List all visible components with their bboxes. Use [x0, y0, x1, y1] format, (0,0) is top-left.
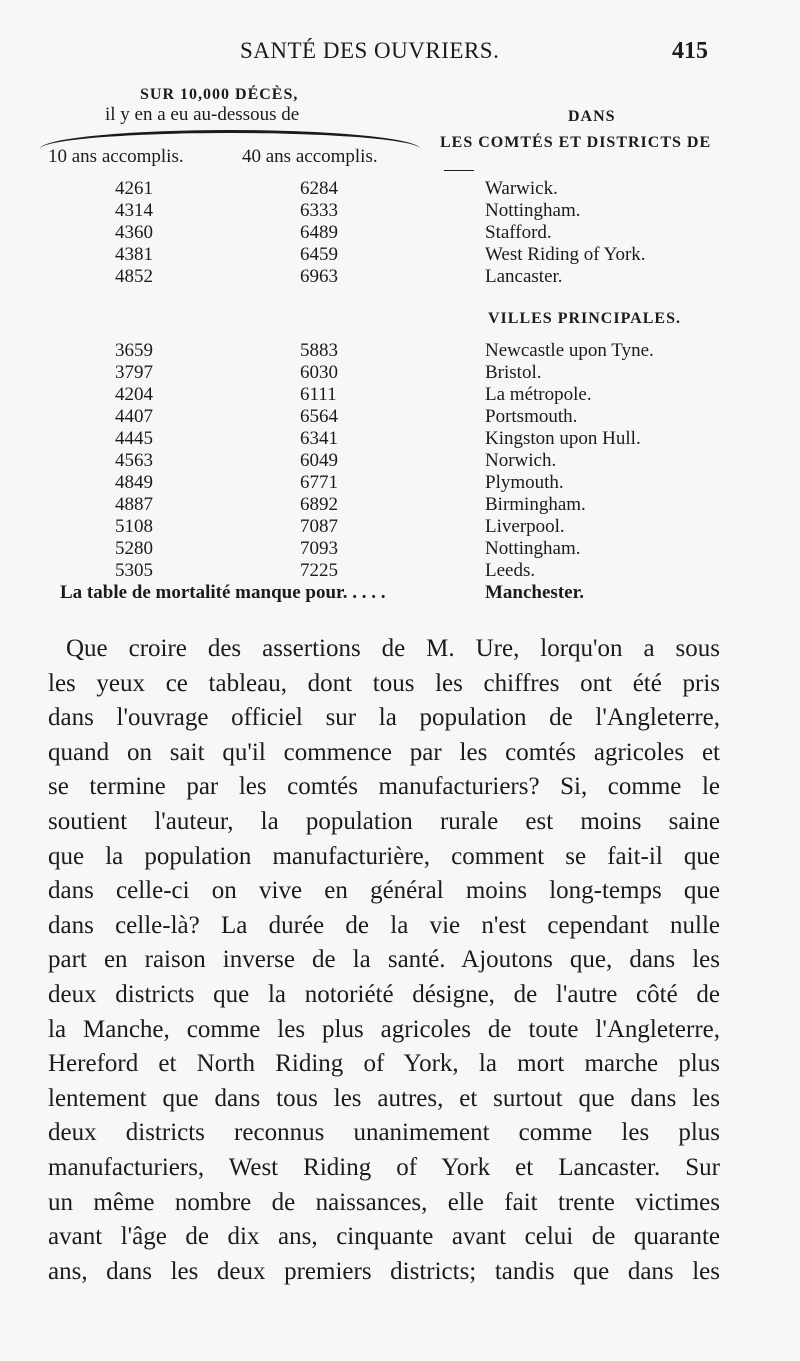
table-row	[0, 406, 800, 428]
cell-under40: 7225	[300, 560, 338, 581]
running-head	[0, 38, 800, 74]
text-line: ans, dans les deux premiers districts; tandis que dans les	[48, 1257, 720, 1285]
cell-place: Leeds.	[485, 560, 536, 581]
cell-under40: 6459	[300, 244, 338, 265]
cell-under10: 5280	[115, 538, 153, 559]
cell-under10: 4314	[115, 200, 153, 221]
cell-under10: 4563	[115, 450, 153, 471]
header-rule	[444, 170, 474, 171]
table-header-dans: DANS	[568, 108, 616, 125]
cell-under40: 6489	[300, 222, 338, 243]
table-row	[0, 340, 800, 362]
cell-under40: 7093	[300, 538, 338, 559]
body-paragraph	[48, 632, 720, 1289]
cell-under40: 6564	[300, 406, 338, 427]
cell-place: Nottingham.	[485, 200, 581, 221]
table-row	[0, 244, 800, 266]
cell-under10: 4261	[115, 178, 153, 199]
table-header-il-y-en-a: il y en a eu au-dessous de	[105, 104, 300, 125]
text-line: la Manche, comme les plus agricoles de toute l'Angleterre,	[48, 1015, 720, 1043]
cell-under10: 4849	[115, 472, 153, 493]
cell-under10: 4381	[115, 244, 153, 265]
cell-under40: 6284	[300, 178, 338, 199]
text-line: un même nombre de naissances, elle fait trente victimes	[48, 1188, 720, 1216]
cell-under10: 5108	[115, 516, 153, 537]
column-header-10-ans: 10 ans accomplis.	[48, 146, 184, 167]
text-line: soutient l'auteur, la population rurale est moins saine	[48, 807, 720, 835]
text-line: dans l'ouvrage officiel sur la population de l'Angleterre,	[48, 704, 720, 732]
table-row	[0, 516, 800, 538]
cell-under40: 5883	[300, 340, 338, 361]
cell-under10: 4852	[115, 266, 153, 287]
cell-under10: 4407	[115, 406, 153, 427]
cell-place: Newcastle upon Tyne.	[485, 340, 654, 361]
table-row	[0, 428, 800, 450]
text-line: se termine par les comtés manufacturiers? Si, comme le	[48, 773, 720, 801]
text-line: les yeux ce tableau, dont tous les chiffres ont été pris	[48, 669, 720, 697]
cell-under40: 6030	[300, 362, 338, 383]
table-row	[0, 200, 800, 222]
cell-under10: 4204	[115, 384, 153, 405]
table-row	[0, 450, 800, 472]
text-line: deux districts que la notoriété désigne, de l'autre côté de	[48, 980, 720, 1008]
text-line: dans celle-ci on vive en général moins long-temps que	[48, 877, 720, 905]
missing-table-city: Manchester.	[485, 582, 585, 603]
cell-place: Nottingham.	[485, 538, 581, 559]
cell-under40: 6771	[300, 472, 338, 493]
table-row	[0, 384, 800, 406]
table-row	[0, 472, 800, 494]
cell-place: La métropole.	[485, 384, 592, 405]
cell-under40: 6963	[300, 266, 338, 287]
text-line: avant l'âge de dix ans, cinquante avant celui de quarante	[48, 1223, 720, 1251]
text-line: Que croire des assertions de M. Ure, lorqu'on a sous	[66, 635, 720, 662]
text-line: quand on sait qu'il commence par les comtés agricoles et	[48, 738, 720, 766]
text-line: lentement que dans tous les autres, et surtout que dans les	[48, 1084, 720, 1112]
column-header-40-ans: 40 ans accomplis.	[242, 146, 378, 167]
cell-under40: 6892	[300, 494, 338, 515]
missing-table-label: La table de mortalité manque pour. . . . .	[60, 582, 386, 603]
text-line: Hereford et North Riding of York, la mort marche plus	[48, 1050, 720, 1078]
cell-place: Norwich.	[485, 450, 557, 471]
table-row	[0, 538, 800, 560]
cell-under10: 4445	[115, 428, 153, 449]
table-row	[0, 222, 800, 244]
cell-under40: 6341	[300, 428, 338, 449]
cell-under40: 6049	[300, 450, 338, 471]
villes-heading: VILLES PRINCIPALES.	[488, 310, 681, 327]
cell-under10: 3659	[115, 340, 153, 361]
running-title: SANTÉ DES OUVRIERS.	[240, 38, 500, 63]
cell-under10: 4887	[115, 494, 153, 515]
table-header-deces: SUR 10,000 DÉCÈS,	[140, 86, 299, 103]
cell-under40: 6333	[300, 200, 338, 221]
text-line: manufacturiers, West Riding of York et Lancaster. Sur	[48, 1153, 720, 1181]
cell-place: Lancaster.	[485, 266, 563, 287]
text-line: part en raison inverse de la santé. Ajoutons que, dans les	[48, 946, 720, 974]
cell-place: Kingston upon Hull.	[485, 428, 641, 449]
mortality-table	[0, 80, 800, 610]
cell-under40: 6111	[300, 384, 337, 405]
page-number: 415	[672, 38, 708, 64]
cell-place: Bristol.	[485, 362, 542, 383]
text-line: que la population manufacturière, comment se fait-il que	[48, 842, 720, 870]
table-header-comtes: LES COMTÉS ET DISTRICTS DE	[440, 134, 712, 151]
table-row	[0, 362, 800, 384]
table-row	[0, 178, 800, 200]
table-row	[0, 494, 800, 516]
cell-place: Portsmouth.	[485, 406, 578, 427]
table-row	[0, 266, 800, 288]
cell-under10: 3797	[115, 362, 153, 383]
cell-place: Liverpool.	[485, 516, 565, 537]
cell-under40: 7087	[300, 516, 338, 537]
cell-place: Birmingham.	[485, 494, 586, 515]
cell-under10: 4360	[115, 222, 153, 243]
text-line: deux districts reconnus unanimement comme les plus	[48, 1119, 720, 1147]
text-line: dans celle-là? La durée de la vie n'est cependant nulle	[48, 911, 720, 939]
cell-place: West Riding of York.	[485, 244, 646, 265]
cell-under10: 5305	[115, 560, 153, 581]
cell-place: Stafford.	[485, 222, 552, 243]
table-row	[0, 560, 800, 582]
cell-place: Warwick.	[485, 178, 558, 199]
cell-place: Plymouth.	[485, 472, 564, 493]
